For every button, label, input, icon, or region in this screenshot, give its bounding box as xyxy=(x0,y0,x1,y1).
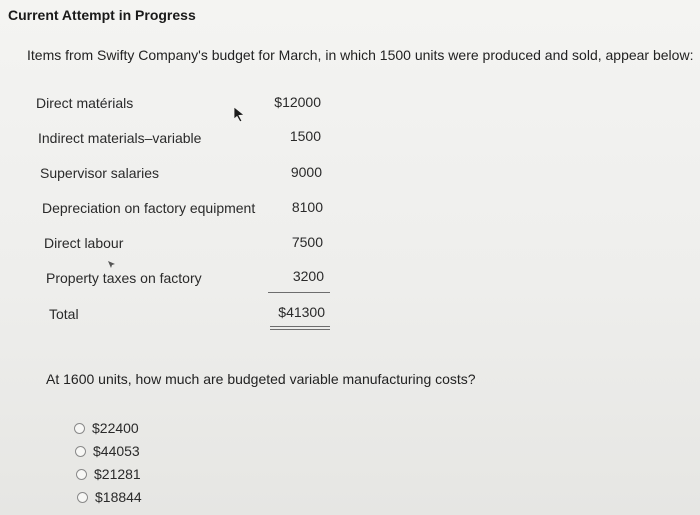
row-label-direct-materials: Direct matérials xyxy=(36,95,134,111)
small-pointer-mark-icon xyxy=(107,260,117,270)
answer-option-label-1: $22400 xyxy=(92,420,139,436)
row-value-property-taxes: 3200 xyxy=(292,268,324,284)
answer-option-2[interactable] xyxy=(75,443,140,459)
row-label-indirect-materials: Indirect materials–variable xyxy=(38,130,202,146)
answer-option-label-3: $21281 xyxy=(94,466,141,482)
row-value-supervisor-salaries: 9000 xyxy=(290,164,322,180)
row-label-total: Total xyxy=(49,306,79,322)
row-label-supervisor-salaries: Supervisor salaries xyxy=(40,165,160,181)
row-label-property-taxes: Property taxes on factory xyxy=(46,270,202,286)
page-title: Current Attempt in Progress xyxy=(8,7,196,23)
mouse-pointer-icon xyxy=(232,106,246,122)
question-text: At 1600 units, how much are budgeted variable manufacturing costs? xyxy=(46,371,476,387)
total-double-rule-top xyxy=(270,326,330,327)
subtotal-rule xyxy=(268,292,330,293)
radio-button-2[interactable] xyxy=(75,446,86,457)
row-label-direct-labour: Direct labour xyxy=(44,235,124,251)
row-value-total: $41300 xyxy=(278,304,325,320)
answer-option-3[interactable] xyxy=(76,466,141,482)
row-label-depreciation: Depreciation on factory equipment xyxy=(42,200,256,216)
problem-intro: Items from Swifty Company's budget for March, in which 1500 units were produced and sold, appear below: xyxy=(27,47,694,63)
radio-button-3[interactable] xyxy=(76,469,87,480)
radio-button-4[interactable] xyxy=(77,492,88,503)
answer-option-label-2: $44053 xyxy=(93,443,140,459)
answer-option-label-4: $18844 xyxy=(95,489,142,505)
row-value-direct-materials: $12000 xyxy=(274,94,321,110)
row-value-direct-labour: 7500 xyxy=(291,234,323,250)
answer-option-1[interactable] xyxy=(74,420,139,436)
row-value-depreciation: 8100 xyxy=(291,199,323,215)
answer-option-4[interactable] xyxy=(77,489,142,505)
total-double-rule-bottom xyxy=(270,329,330,330)
row-value-indirect-materials: 1500 xyxy=(289,128,321,144)
radio-button-1[interactable] xyxy=(74,423,85,434)
